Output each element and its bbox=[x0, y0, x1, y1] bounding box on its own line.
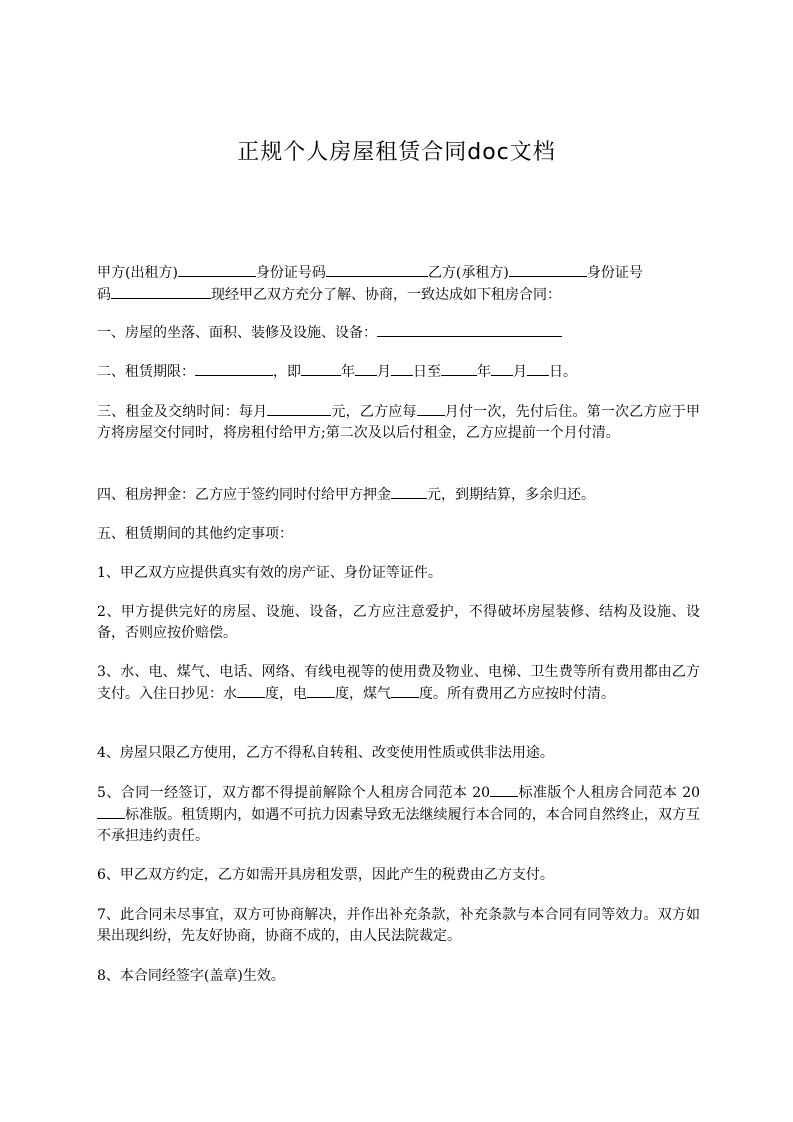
party-b-label: 乙方(承租方) bbox=[427, 265, 509, 281]
item-3-du1: 度，电 bbox=[265, 686, 307, 702]
start-year-blank bbox=[301, 361, 341, 376]
start-day-blank bbox=[391, 361, 413, 376]
clause-4-prefix: 四、租房押金：乙方应于签约同时付给甲方押金 bbox=[97, 487, 391, 503]
id-a-blank bbox=[326, 262, 428, 277]
party-b-blank bbox=[509, 262, 587, 277]
id-label-b-1: 身份证号 bbox=[586, 265, 643, 281]
item-3-suffix: 度。所有费用乙方应按时付清。 bbox=[419, 686, 615, 702]
clause-2 bbox=[97, 361, 700, 383]
document-title: 正规个人房屋租赁合同doc文档 bbox=[237, 140, 556, 165]
clause-3-mid2: 月付一次，先付后住。第一次乙方应于甲方将房屋交付同时，将房租付给甲方;第二次及以后付租金，乙方应提前一个月付清。 bbox=[97, 404, 701, 441]
clause-2-ji: ，即 bbox=[273, 364, 301, 380]
item-5 bbox=[97, 782, 700, 847]
water-reading-blank bbox=[237, 683, 265, 698]
end-month-blank bbox=[491, 361, 513, 376]
item-5-prefix: 5、合同一经签订，双方都不得提前解除个人租房合同范本 20 bbox=[97, 785, 491, 801]
term-blank bbox=[195, 361, 273, 376]
clause-2-prefix: 二、租赁期限： bbox=[97, 364, 195, 380]
agreement-text: 现经甲乙双方充分了解、协商，一致达成如下租房合同： bbox=[211, 287, 561, 303]
end-month-label: 月 bbox=[513, 364, 527, 380]
item-5-suffix: 标准版。租赁期内，如遇不可抗力因素导致无法继续履行本合同的，本合同自然终止，双方互不承担违约责任。 bbox=[97, 807, 700, 844]
end-year-blank bbox=[441, 361, 477, 376]
payment-cycle-blank bbox=[417, 401, 445, 416]
end-day-label: 日。 bbox=[549, 364, 577, 380]
clause-3 bbox=[97, 401, 700, 444]
end-year-label: 年 bbox=[477, 364, 491, 380]
deposit-blank bbox=[391, 484, 427, 499]
item-6: 6、甲乙双方约定，乙方如需开具房租发票，因此产生的税费由乙方支付。 bbox=[97, 867, 554, 883]
clause-1 bbox=[97, 322, 700, 344]
clause-1-text: 一、房屋的坐落、面积、装修及设施、设备： bbox=[97, 325, 377, 341]
gas-reading-blank bbox=[391, 683, 419, 698]
clause-3-mid1: 元，乙方应每 bbox=[331, 404, 417, 420]
item-5-mid: 标准版个人租房合同范本 20 bbox=[518, 785, 701, 801]
id-b-blank bbox=[111, 284, 211, 299]
item-7: 7、此合同未尽事宜，双方可协商解决，并作出补充条款，补充条款与本合同有同等效力。双方如果出现纠纷，先友好协商，协商不成的，由人民法院裁定。 bbox=[97, 907, 700, 944]
item-3-prefix: 3、水、电、煤气、电话、网络、有线电视等的使用费及物业、电梯、卫生费等所有费用都由乙方支付。入住日抄见：水 bbox=[97, 664, 700, 702]
id-label-b-2: 码 bbox=[97, 287, 111, 303]
clause-5: 五、租赁期间的其他约定事项： bbox=[97, 526, 293, 542]
item-1: 1、甲乙双方应提供真实有效的房产证、身份证等证件。 bbox=[97, 565, 442, 581]
rent-blank bbox=[267, 401, 331, 416]
start-year-label: 年 bbox=[341, 364, 355, 380]
clause-4 bbox=[97, 484, 700, 506]
clause-4-suffix: 元，到期结算，多余归还。 bbox=[427, 487, 595, 503]
year-blank-1 bbox=[490, 782, 518, 797]
parties-paragraph bbox=[97, 262, 700, 306]
year-blank-2 bbox=[97, 804, 125, 819]
start-month-label: 月 bbox=[377, 364, 391, 380]
id-label-a: 身份证号码 bbox=[255, 265, 326, 281]
electric-reading-blank bbox=[307, 683, 335, 698]
item-8: 8、本合同经签字(盖章)生效。 bbox=[97, 968, 285, 984]
start-month-blank bbox=[355, 361, 377, 376]
item-4: 4、房屋只限乙方使用，乙方不得私自转租、改变使用性质或供非法用途。 bbox=[97, 745, 554, 761]
party-a-label: 甲方(出租方) bbox=[97, 265, 178, 281]
clause-1-blank bbox=[377, 322, 562, 337]
end-day-blank bbox=[527, 361, 549, 376]
party-a-blank bbox=[178, 262, 256, 277]
start-day-label: 日至 bbox=[413, 364, 441, 380]
item-3 bbox=[97, 662, 700, 705]
item-2: 2、甲方提供完好的房屋、设施、设备，乙方应注意爱护，不得破坏房屋装修、结构及设施、设备，否则应按价赔偿。 bbox=[97, 604, 700, 641]
item-3-du2: 度，煤气 bbox=[335, 686, 391, 702]
clause-3-prefix: 三、租金及交纳时间：每月 bbox=[97, 404, 268, 420]
